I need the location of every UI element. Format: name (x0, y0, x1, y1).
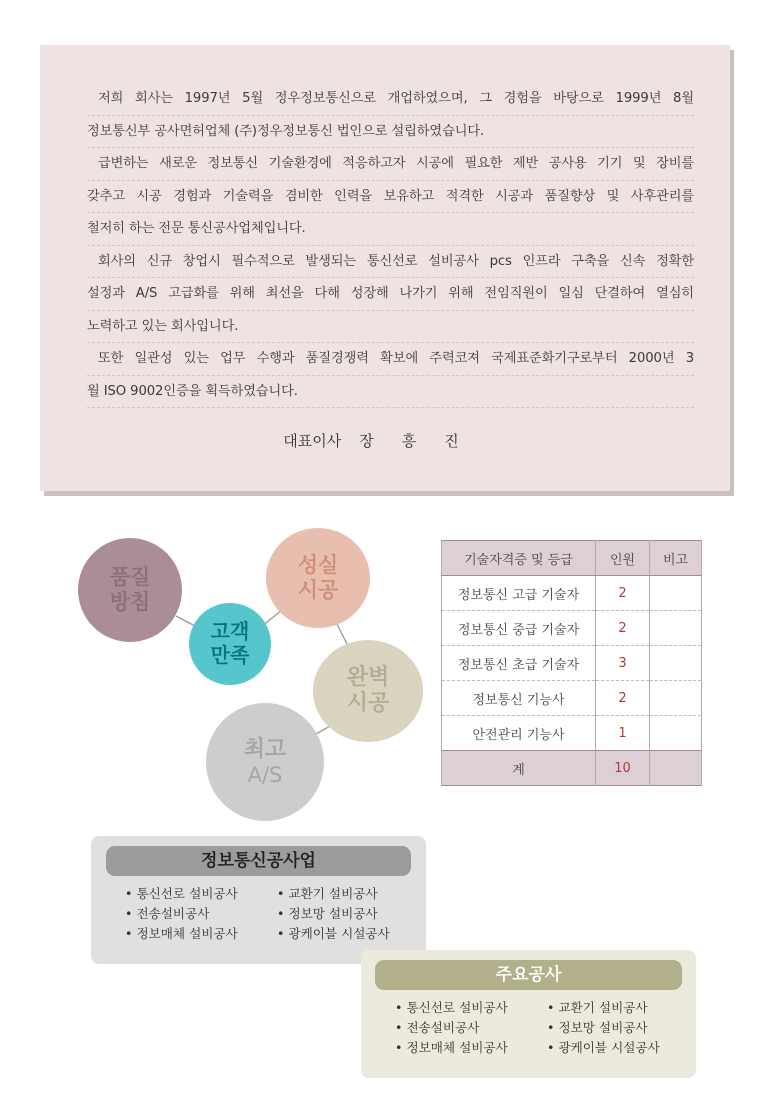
list-item: • 통신선로 설비공사 (125, 884, 238, 904)
total-count: 10 (596, 751, 650, 786)
telecom-business-list (277, 884, 390, 944)
list-item: • 광케이블 시설공사 (547, 1038, 660, 1058)
circle-label: 완벽 (346, 665, 390, 691)
column-header: 인원 (596, 541, 650, 576)
table-header-row (442, 541, 702, 576)
grade-cell: 정보통신 중급 기술자 (442, 611, 596, 646)
total-note (650, 751, 702, 786)
qualification-table (441, 540, 702, 786)
circle-label: 품질 (109, 565, 151, 590)
note-cell (650, 646, 702, 681)
grade-cell: 정보통신 고급 기술자 (442, 576, 596, 611)
major-works-box (361, 950, 696, 1078)
table-row (442, 576, 702, 611)
circle-sincere-construction (266, 528, 370, 628)
count-cell: 2 (596, 611, 650, 646)
grade-cell: 정보통신 기능사 (442, 681, 596, 716)
intro-line: 정보통신부 공사면허업체 (주)정우정보통신 법인으로 설립하였습니다. (87, 116, 694, 149)
table-row (442, 681, 702, 716)
intro-line: 철저히 하는 전문 통신공사업체입니다. (87, 213, 694, 246)
table-total-row (442, 751, 702, 786)
list-item: • 전송설비공사 (395, 1018, 508, 1038)
total-label: 계 (442, 751, 596, 786)
major-works-list (395, 998, 508, 1058)
circle-label: 고객 (210, 619, 250, 644)
list-item: • 통신선로 설비공사 (395, 998, 508, 1018)
circle-label: 시공 (297, 578, 339, 602)
table-row (442, 646, 702, 681)
table-row (442, 611, 702, 646)
major-works-list (547, 998, 660, 1058)
circle-label: 최고 (243, 736, 287, 762)
list-item: • 정보매체 설비공사 (395, 1038, 508, 1058)
intro-line: 갖추고 시공 경험과 기술력을 겸비한 인력을 보유하고 적격한 시공과 품질향상 및 사후관리를 (87, 181, 694, 214)
intro-line: 설정과 A/S 고급화를 위해 최선을 다해 성장해 나가기 위해 전임직원이 일심 단결하여 열심히 (87, 278, 694, 311)
grade-cell: 정보통신 초급 기술자 (442, 646, 596, 681)
telecom-business-title: 정보통신공사업 (106, 846, 411, 876)
note-cell (650, 611, 702, 646)
circle-best-as (206, 703, 324, 821)
intro-line: 급변하는 새로운 정보통신 기술환경에 적응하고자 시공에 필요한 제반 공사용 기기 및 장비를 (87, 148, 694, 181)
count-cell: 1 (596, 716, 650, 751)
circle-label: 방침 (109, 590, 151, 614)
count-cell: 2 (596, 576, 650, 611)
intro-line: 회사의 신규 창업시 필수적으로 발생되는 통신선로 설비공사 pcs 인프라 구축을 신속 정확한 (87, 246, 694, 279)
major-works-title: 주요공사 (375, 960, 682, 990)
circle-label: 성실 (297, 553, 339, 578)
column-header: 비고 (650, 541, 702, 576)
circle-customer-satisfaction (189, 603, 271, 685)
telecom-business-list (125, 884, 238, 944)
ceo-title: 대표이사 (283, 432, 342, 450)
list-item: • 정보망 설비공사 (547, 1018, 660, 1038)
count-cell: 2 (596, 681, 650, 716)
table-row (442, 716, 702, 751)
intro-line: 또한 일관성 있는 업무 수행과 품질경쟁력 확보에 주력코져 국제표준화기구로부터 2000년 3 (87, 343, 694, 376)
circle-label: A/S (247, 762, 283, 787)
circle-perfect-construction (313, 640, 423, 742)
intro-line: 노력하고 있는 회사입니다. (87, 311, 694, 344)
note-cell (650, 681, 702, 716)
list-item: • 교환기 설비공사 (277, 884, 390, 904)
note-cell (650, 716, 702, 751)
list-item: • 교환기 설비공사 (547, 998, 660, 1018)
telecom-business-box (91, 836, 426, 964)
circle-label: 만족 (210, 643, 250, 667)
intro-line: 월 ISO 9002인증을 획득하였습니다. (87, 376, 694, 409)
list-item: • 전송설비공사 (125, 904, 238, 924)
circle-label: 시공 (346, 691, 390, 716)
list-item: • 정보망 설비공사 (277, 904, 390, 924)
circle-quality-policy (78, 538, 182, 642)
intro-line: 저희 회사는 1997년 5월 정우정보통신으로 개업하였으며, 그 경험을 바탕으로 1999년 8월 (87, 83, 694, 116)
column-header: 기술자격증 및 등급 (442, 541, 596, 576)
list-item: • 광케이블 시설공사 (277, 924, 390, 944)
ceo-name: 장흥진 (359, 432, 487, 450)
list-item: • 정보매체 설비공사 (125, 924, 238, 944)
count-cell: 3 (596, 646, 650, 681)
grade-cell: 안전관리 기능사 (442, 716, 596, 751)
note-cell (650, 576, 702, 611)
